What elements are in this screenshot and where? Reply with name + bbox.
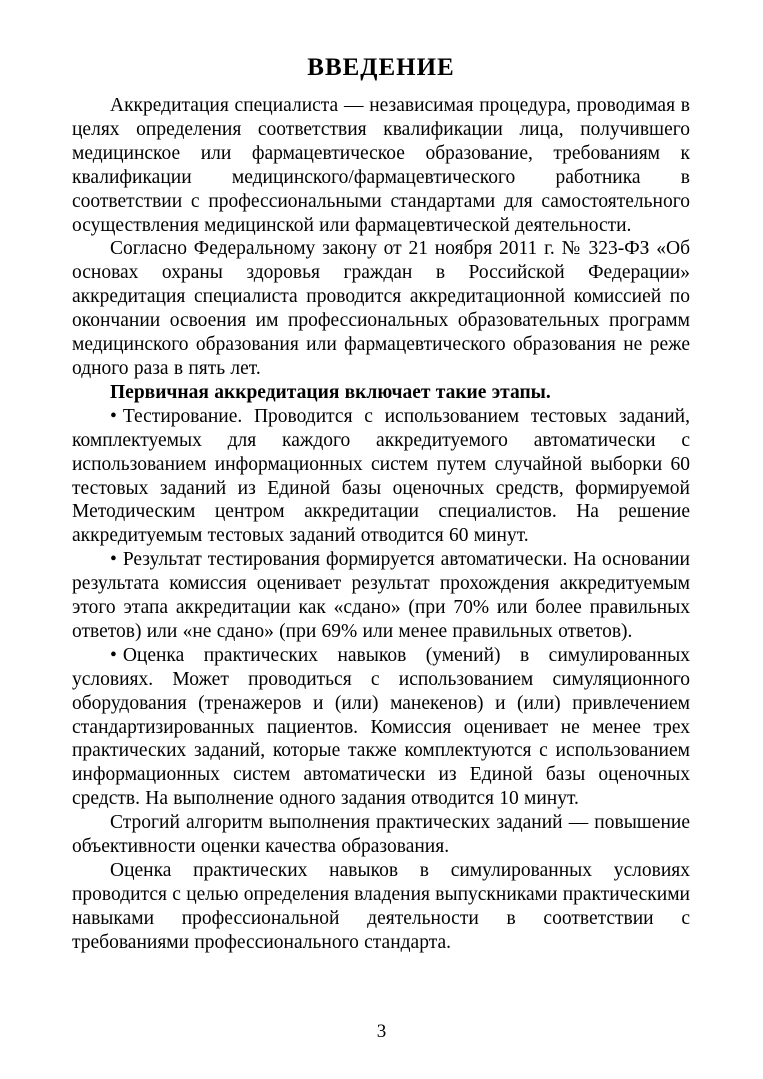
bullet-text: Оценка практических навыков (умений) в симулированных условиях. Может проводиться с использованием симуляционного оборудования (тренажеров и (или) манекенов) и (или) привлечением стандартизированных пациентов. Комиссия оценивает не менее трех практических заданий, которые также комплектуются с использованием информационных систем автоматически из Единой базы оценочных средств. На выполнение одного задания отводится 10 минут. bbox=[72, 644, 690, 810]
bullet-marker: • bbox=[110, 644, 117, 666]
paragraph-skills-assessment-goal: Оценка практических навыков в симулированных условиях проводится с целью определения владения выпускниками практическими навыками профессиональной деятельности в соответствии с требованиями профессионального стандарта. bbox=[72, 860, 690, 953]
bullet-paragraph-practical-skills bbox=[72, 644, 690, 811]
page-number: 3 bbox=[376, 1021, 387, 1042]
bullet-marker: • bbox=[110, 405, 117, 427]
paragraph-federal-law: Согласно Федеральному закону от 21 ноября 2011 г. № 323-ФЗ «Об основах охраны здоровья граждан в Российской Федерации» аккредитация специалиста проводится аккредитационной комиссией по окончании освоения им профессиональных образовательных программ медицинского образования или фармацевтического образования не реже одного раза в пять лет. bbox=[72, 238, 690, 379]
bullet-text: Тестирование. Проводится с использованием тестовых заданий, комплектуемых для каждого аккредитуемого автоматически с использованием информационных систем путем случайной выборки 60 тестовых заданий из Единой базы оценочных средств, формируемой Методическим центром аккредитации специалистов. На решение аккредитуемым тестовых заданий отводится 60 минут. bbox=[72, 405, 690, 547]
paragraph-strict-algorithm: Строгий алгоритм выполнения практических заданий — повышение объективности оценки качества образования. bbox=[72, 812, 690, 858]
bullet-text: Результат тестирования формируется автоматически. На основании результата комиссия оценивает результат прохождения аккредитуемым этого этапа аккредитации как «сдано» (при 70% или более правильных ответов) или «не сдано» (при 69% или менее правильных ответов). bbox=[72, 549, 690, 642]
bullet-paragraph-test-result bbox=[72, 548, 690, 644]
bullet-marker: • bbox=[110, 549, 117, 571]
bullet-paragraph-testing bbox=[72, 405, 690, 548]
page-title: ВВЕДЕНИЕ bbox=[307, 54, 455, 81]
paragraph-stages-heading: Первичная аккредитация включает такие этапы. bbox=[110, 381, 551, 403]
paragraph-accreditation-definition: Аккредитация специалиста — независимая процедура, проводимая в целях определения соответствия квалификации лица, получившего медицинское или фармацевтическое образование, требованиям к квалификации медицинского/фармацевтического работника в соответствии с профессиональными стандартами для самостоятельного осуществления медицинской или фармацевтической деятельности. bbox=[72, 95, 690, 236]
